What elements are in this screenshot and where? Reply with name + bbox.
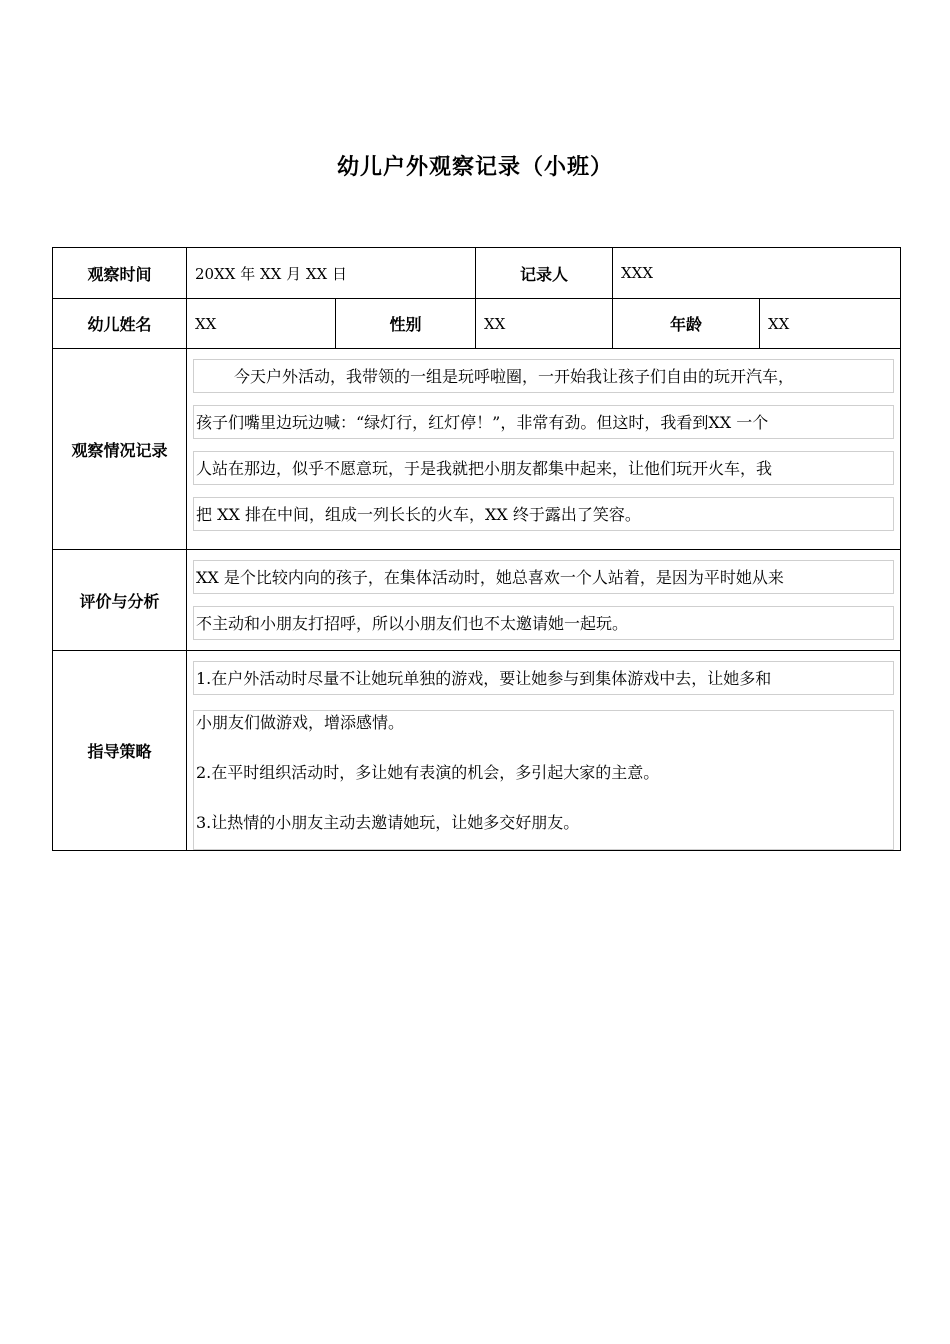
- row-observation: [53, 349, 901, 550]
- label-analysis: 评价与分析: [53, 550, 187, 651]
- observation-line: 人站在那边，似乎不愿意玩，于是我就把小朋友都集中起来，让他们玩开火车，我: [193, 451, 894, 485]
- label-age: 年龄: [613, 299, 760, 349]
- analysis-content: [187, 550, 901, 651]
- row-analysis: [53, 550, 901, 651]
- observation-content: [187, 349, 901, 550]
- analysis-line: 不主动和小朋友打招呼，所以小朋友们也不太邀请她一起玩。: [193, 606, 894, 640]
- row-strategy: [53, 651, 901, 851]
- label-strategy: 指导策略: [53, 651, 187, 851]
- strategy-line: 2.在平时组织活动时，多让她有表演的机会，多引起大家的主意。: [196, 763, 660, 782]
- observation-record-table: [52, 247, 901, 851]
- row-time: [53, 248, 901, 299]
- age-value: XX: [760, 299, 901, 349]
- label-gender: 性别: [336, 299, 476, 349]
- label-observation-time: 观察时间: [53, 248, 187, 299]
- gender-value: XX: [476, 299, 613, 349]
- row-child-info: [53, 299, 901, 349]
- strategy-line: 1.在户外活动时尽量不让她玩单独的游戏，要让她参与到集体游戏中去，让她多和: [193, 661, 894, 695]
- observation-time-value: 20XX 年 XX 月 XX 日: [187, 248, 476, 299]
- observation-line: 把 XX 排在中间，组成一列长长的火车，XX 终于露出了笑容。: [193, 497, 894, 531]
- analysis-line: XX 是个比较内向的孩子，在集体活动时，她总喜欢一个人站着，是因为平时她从来: [193, 560, 894, 594]
- strategy-box: [193, 710, 894, 850]
- observation-line: 孩子们嘴里边玩边喊：“绿灯行，红灯停！”，非常有劲。但这时，我看到XX 一个: [193, 405, 894, 439]
- strategy-line: 3.让热情的小朋友主动去邀请她玩，让她多交好朋友。: [196, 813, 580, 832]
- strategy-line: 小朋友们做游戏，增添感情。: [196, 713, 405, 732]
- label-recorder: 记录人: [476, 248, 613, 299]
- label-child-name: 幼儿姓名: [53, 299, 187, 349]
- label-observation-record: 观察情况记录: [53, 349, 187, 550]
- strategy-content: [187, 651, 901, 851]
- observation-line: 今天户外活动，我带领的一组是玩呼啦圈，一开始我让孩子们自由的玩开汽车，: [193, 359, 894, 393]
- page-title: 幼儿户外观察记录（小班）: [336, 155, 613, 180]
- recorder-value: XXX: [613, 248, 901, 299]
- child-name-value: XX: [187, 299, 336, 349]
